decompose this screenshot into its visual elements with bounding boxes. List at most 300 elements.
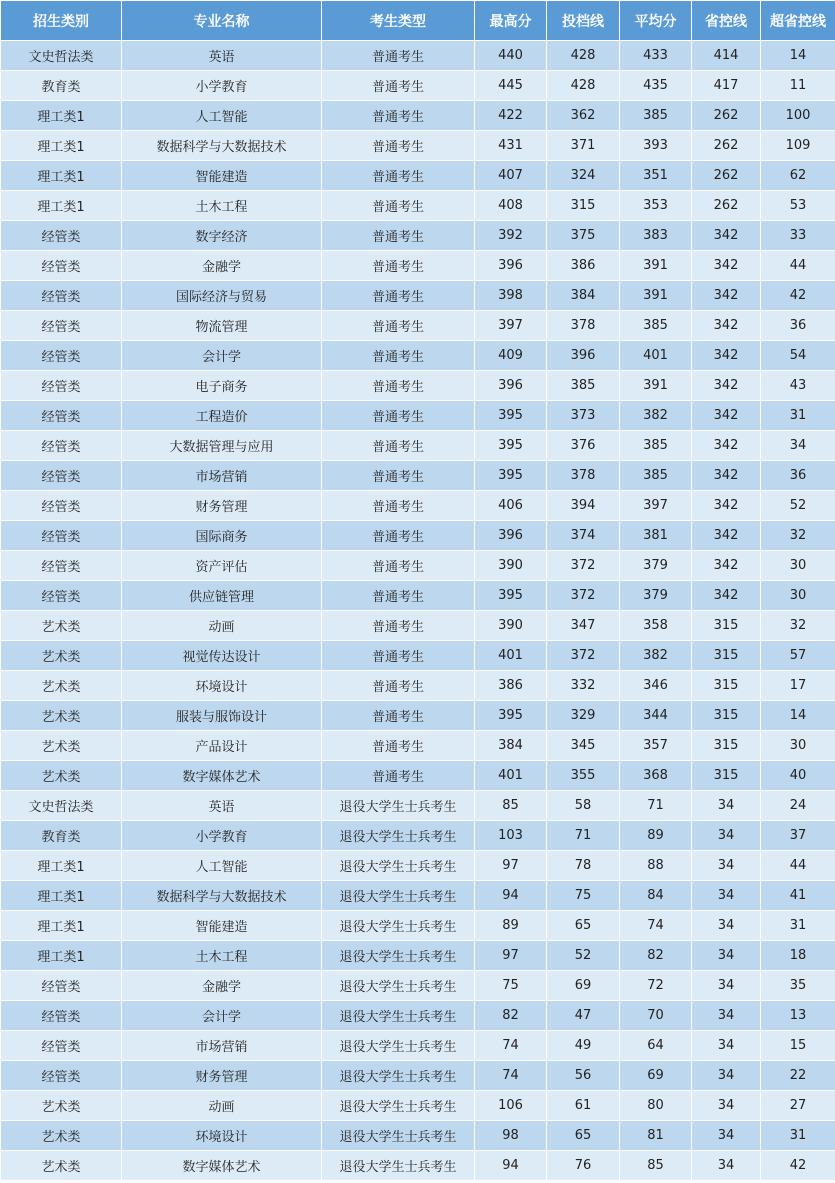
cutoff-cell: 362 [547,101,620,131]
provincial-line-cell: 262 [692,191,761,221]
major-cell: 智能建造 [122,161,322,191]
average-cell: 383 [620,221,692,251]
max-score-cell: 386 [475,671,547,701]
max-score-cell: 395 [475,401,547,431]
above-line-cell: 30 [761,551,835,581]
provincial-line-cell: 342 [692,431,761,461]
candidate-type-cell: 普通考生 [322,101,475,131]
provincial-line-cell: 34 [692,821,761,851]
major-cell: 资产评估 [122,551,322,581]
table-row [1,1001,835,1031]
provincial-line-cell: 315 [692,611,761,641]
cutoff-cell: 373 [547,401,620,431]
cutoff-cell: 374 [547,521,620,551]
cutoff-cell: 315 [547,191,620,221]
cutoff-cell: 372 [547,641,620,671]
average-cell: 391 [620,371,692,401]
above-line-cell: 14 [761,701,835,731]
major-cell: 财务管理 [122,1061,322,1091]
header-provincial-line: 省控线 [692,1,761,41]
category-cell: 艺术类 [1,1121,122,1151]
max-score-cell: 94 [475,881,547,911]
category-cell: 经管类 [1,491,122,521]
table-row [1,881,835,911]
average-cell: 358 [620,611,692,641]
category-cell: 艺术类 [1,611,122,641]
max-score-cell: 82 [475,1001,547,1031]
above-line-cell: 100 [761,101,835,131]
header-candidate-type: 考生类型 [322,1,475,41]
category-cell: 经管类 [1,971,122,1001]
candidate-type-cell: 普通考生 [322,461,475,491]
major-cell: 物流管理 [122,311,322,341]
max-score-cell: 396 [475,251,547,281]
cutoff-cell: 52 [547,941,620,971]
candidate-type-cell: 普通考生 [322,641,475,671]
table-row [1,581,835,611]
candidate-type-cell: 普通考生 [322,311,475,341]
above-line-cell: 36 [761,311,835,341]
above-line-cell: 34 [761,431,835,461]
max-score-cell: 401 [475,641,547,671]
table-row [1,131,835,161]
table-row [1,1091,835,1121]
max-score-cell: 98 [475,1121,547,1151]
above-line-cell: 54 [761,341,835,371]
cutoff-cell: 372 [547,581,620,611]
above-line-cell: 35 [761,971,835,1001]
major-cell: 动画 [122,611,322,641]
candidate-type-cell: 退役大学生士兵考生 [322,851,475,881]
candidate-type-cell: 退役大学生士兵考生 [322,791,475,821]
max-score-cell: 97 [475,941,547,971]
max-score-cell: 398 [475,281,547,311]
category-cell: 经管类 [1,431,122,461]
category-cell: 经管类 [1,341,122,371]
cutoff-cell: 372 [547,551,620,581]
max-score-cell: 396 [475,521,547,551]
cutoff-cell: 394 [547,491,620,521]
table-row [1,311,835,341]
major-cell: 英语 [122,41,322,71]
average-cell: 435 [620,71,692,101]
category-cell: 经管类 [1,401,122,431]
provincial-line-cell: 342 [692,221,761,251]
candidate-type-cell: 普通考生 [322,71,475,101]
category-cell: 艺术类 [1,701,122,731]
above-line-cell: 17 [761,671,835,701]
cutoff-cell: 371 [547,131,620,161]
max-score-cell: 395 [475,461,547,491]
table-row [1,1031,835,1061]
major-cell: 工程造价 [122,401,322,431]
max-score-cell: 407 [475,161,547,191]
average-cell: 381 [620,521,692,551]
cutoff-cell: 76 [547,1151,620,1181]
average-cell: 351 [620,161,692,191]
major-cell: 产品设计 [122,731,322,761]
candidate-type-cell: 普通考生 [322,161,475,191]
cutoff-cell: 69 [547,971,620,1001]
average-cell: 391 [620,281,692,311]
provincial-line-cell: 34 [692,1031,761,1061]
cutoff-cell: 324 [547,161,620,191]
cutoff-cell: 332 [547,671,620,701]
table-row [1,761,835,791]
provincial-line-cell: 34 [692,1061,761,1091]
candidate-type-cell: 普通考生 [322,221,475,251]
max-score-cell: 74 [475,1031,547,1061]
average-cell: 397 [620,491,692,521]
major-cell: 会计学 [122,341,322,371]
header-major: 专业名称 [122,1,322,41]
header-row [1,1,835,41]
above-line-cell: 31 [761,1121,835,1151]
table-row [1,791,835,821]
candidate-type-cell: 退役大学生士兵考生 [322,881,475,911]
above-line-cell: 36 [761,461,835,491]
above-line-cell: 22 [761,1061,835,1091]
candidate-type-cell: 普通考生 [322,401,475,431]
provincial-line-cell: 315 [692,671,761,701]
above-line-cell: 52 [761,491,835,521]
above-line-cell: 31 [761,401,835,431]
average-cell: 385 [620,311,692,341]
cutoff-cell: 428 [547,71,620,101]
cutoff-cell: 75 [547,881,620,911]
average-cell: 81 [620,1121,692,1151]
provincial-line-cell: 315 [692,641,761,671]
cutoff-cell: 375 [547,221,620,251]
max-score-cell: 395 [475,701,547,731]
table-header [1,1,835,41]
cutoff-cell: 378 [547,311,620,341]
candidate-type-cell: 退役大学生士兵考生 [322,971,475,1001]
provincial-line-cell: 34 [692,911,761,941]
average-cell: 88 [620,851,692,881]
candidate-type-cell: 退役大学生士兵考生 [322,1091,475,1121]
category-cell: 经管类 [1,1031,122,1061]
table-row [1,611,835,641]
average-cell: 368 [620,761,692,791]
category-cell: 艺术类 [1,671,122,701]
max-score-cell: 397 [475,311,547,341]
provincial-line-cell: 342 [692,521,761,551]
candidate-type-cell: 退役大学生士兵考生 [322,911,475,941]
max-score-cell: 94 [475,1151,547,1181]
table-row [1,281,835,311]
provincial-line-cell: 262 [692,101,761,131]
candidate-type-cell: 普通考生 [322,371,475,401]
cutoff-cell: 49 [547,1031,620,1061]
major-cell: 会计学 [122,1001,322,1031]
above-line-cell: 31 [761,911,835,941]
major-cell: 小学教育 [122,71,322,101]
candidate-type-cell: 普通考生 [322,671,475,701]
average-cell: 84 [620,881,692,911]
provincial-line-cell: 342 [692,281,761,311]
candidate-type-cell: 普通考生 [322,341,475,371]
table-row [1,821,835,851]
cutoff-cell: 355 [547,761,620,791]
candidate-type-cell: 退役大学生士兵考生 [322,821,475,851]
candidate-type-cell: 退役大学生士兵考生 [322,1031,475,1061]
candidate-type-cell: 退役大学生士兵考生 [322,1001,475,1031]
cutoff-cell: 47 [547,1001,620,1031]
header-max-score: 最高分 [475,1,547,41]
provincial-line-cell: 34 [692,1151,761,1181]
table-row [1,941,835,971]
candidate-type-cell: 普通考生 [322,131,475,161]
above-line-cell: 11 [761,71,835,101]
cutoff-cell: 385 [547,371,620,401]
major-cell: 数字媒体艺术 [122,1151,322,1181]
cutoff-cell: 428 [547,41,620,71]
average-cell: 344 [620,701,692,731]
provincial-line-cell: 262 [692,161,761,191]
table-row [1,221,835,251]
candidate-type-cell: 普通考生 [322,41,475,71]
above-line-cell: 30 [761,581,835,611]
category-cell: 教育类 [1,71,122,101]
candidate-type-cell: 普通考生 [322,281,475,311]
cutoff-cell: 386 [547,251,620,281]
max-score-cell: 390 [475,551,547,581]
major-cell: 小学教育 [122,821,322,851]
above-line-cell: 41 [761,881,835,911]
major-cell: 视觉传达设计 [122,641,322,671]
cutoff-cell: 65 [547,911,620,941]
average-cell: 72 [620,971,692,1001]
major-cell: 大数据管理与应用 [122,431,322,461]
average-cell: 70 [620,1001,692,1031]
table-row [1,701,835,731]
major-cell: 动画 [122,1091,322,1121]
cutoff-cell: 56 [547,1061,620,1091]
major-cell: 金融学 [122,251,322,281]
above-line-cell: 44 [761,251,835,281]
average-cell: 82 [620,941,692,971]
table-row [1,1121,835,1151]
provincial-line-cell: 315 [692,761,761,791]
provincial-line-cell: 342 [692,371,761,401]
candidate-type-cell: 退役大学生士兵考生 [322,1151,475,1181]
table-row [1,851,835,881]
table-row [1,401,835,431]
average-cell: 379 [620,581,692,611]
max-score-cell: 103 [475,821,547,851]
table-row [1,251,835,281]
average-cell: 382 [620,401,692,431]
candidate-type-cell: 普通考生 [322,431,475,461]
average-cell: 74 [620,911,692,941]
max-score-cell: 445 [475,71,547,101]
major-cell: 电子商务 [122,371,322,401]
average-cell: 89 [620,821,692,851]
category-cell: 经管类 [1,1001,122,1031]
above-line-cell: 32 [761,611,835,641]
max-score-cell: 89 [475,911,547,941]
major-cell: 数字媒体艺术 [122,761,322,791]
category-cell: 理工类1 [1,101,122,131]
max-score-cell: 440 [475,41,547,71]
cutoff-cell: 58 [547,791,620,821]
major-cell: 国际商务 [122,521,322,551]
category-cell: 理工类1 [1,911,122,941]
category-cell: 理工类1 [1,191,122,221]
average-cell: 357 [620,731,692,761]
average-cell: 391 [620,251,692,281]
provincial-line-cell: 34 [692,791,761,821]
above-line-cell: 62 [761,161,835,191]
table-row [1,971,835,1001]
max-score-cell: 409 [475,341,547,371]
max-score-cell: 74 [475,1061,547,1091]
candidate-type-cell: 普通考生 [322,701,475,731]
category-cell: 艺术类 [1,1151,122,1181]
table-row [1,341,835,371]
provincial-line-cell: 342 [692,341,761,371]
cutoff-cell: 384 [547,281,620,311]
table-row [1,191,835,221]
major-cell: 财务管理 [122,491,322,521]
major-cell: 人工智能 [122,101,322,131]
category-cell: 艺术类 [1,731,122,761]
above-line-cell: 37 [761,821,835,851]
cutoff-cell: 329 [547,701,620,731]
table-row [1,41,835,71]
category-cell: 经管类 [1,371,122,401]
major-cell: 人工智能 [122,851,322,881]
table-body [1,41,835,1181]
candidate-type-cell: 退役大学生士兵考生 [322,1121,475,1151]
category-cell: 经管类 [1,311,122,341]
category-cell: 理工类1 [1,131,122,161]
average-cell: 382 [620,641,692,671]
max-score-cell: 422 [475,101,547,131]
above-line-cell: 27 [761,1091,835,1121]
cutoff-cell: 61 [547,1091,620,1121]
max-score-cell: 395 [475,581,547,611]
max-score-cell: 431 [475,131,547,161]
provincial-line-cell: 342 [692,311,761,341]
major-cell: 供应链管理 [122,581,322,611]
provincial-line-cell: 417 [692,71,761,101]
above-line-cell: 14 [761,41,835,71]
category-cell: 艺术类 [1,1091,122,1121]
above-line-cell: 44 [761,851,835,881]
category-cell: 经管类 [1,281,122,311]
above-line-cell: 42 [761,281,835,311]
max-score-cell: 85 [475,791,547,821]
above-line-cell: 57 [761,641,835,671]
table-row [1,641,835,671]
major-cell: 服装与服饰设计 [122,701,322,731]
max-score-cell: 390 [475,611,547,641]
category-cell: 文史哲法类 [1,791,122,821]
candidate-type-cell: 退役大学生士兵考生 [322,941,475,971]
category-cell: 艺术类 [1,761,122,791]
above-line-cell: 53 [761,191,835,221]
provincial-line-cell: 262 [692,131,761,161]
table-row [1,461,835,491]
major-cell: 市场营销 [122,1031,322,1061]
category-cell: 理工类1 [1,161,122,191]
major-cell: 国际经济与贸易 [122,281,322,311]
average-cell: 385 [620,461,692,491]
major-cell: 土木工程 [122,191,322,221]
table-row [1,671,835,701]
table-row [1,911,835,941]
table-row [1,101,835,131]
cutoff-cell: 347 [547,611,620,641]
cutoff-cell: 345 [547,731,620,761]
average-cell: 69 [620,1061,692,1091]
cutoff-cell: 78 [547,851,620,881]
candidate-type-cell: 普通考生 [322,611,475,641]
category-cell: 经管类 [1,581,122,611]
table-row [1,551,835,581]
above-line-cell: 24 [761,791,835,821]
candidate-type-cell: 退役大学生士兵考生 [322,1061,475,1091]
table-row [1,731,835,761]
major-cell: 环境设计 [122,671,322,701]
max-score-cell: 401 [475,761,547,791]
table-row [1,71,835,101]
candidate-type-cell: 普通考生 [322,191,475,221]
header-above-line: 超省控线 [761,1,835,41]
provincial-line-cell: 342 [692,401,761,431]
above-line-cell: 109 [761,131,835,161]
above-line-cell: 43 [761,371,835,401]
provincial-line-cell: 34 [692,1001,761,1031]
cutoff-cell: 378 [547,461,620,491]
provincial-line-cell: 342 [692,581,761,611]
header-average: 平均分 [620,1,692,41]
provincial-line-cell: 342 [692,251,761,281]
provincial-line-cell: 315 [692,731,761,761]
provincial-line-cell: 315 [692,701,761,731]
max-score-cell: 384 [475,731,547,761]
provincial-line-cell: 342 [692,491,761,521]
candidate-type-cell: 普通考生 [322,491,475,521]
provincial-line-cell: 34 [692,851,761,881]
major-cell: 英语 [122,791,322,821]
provincial-line-cell: 34 [692,941,761,971]
max-score-cell: 75 [475,971,547,1001]
above-line-cell: 40 [761,761,835,791]
category-cell: 理工类1 [1,851,122,881]
cutoff-cell: 71 [547,821,620,851]
average-cell: 80 [620,1091,692,1121]
provincial-line-cell: 342 [692,551,761,581]
average-cell: 385 [620,101,692,131]
average-cell: 353 [620,191,692,221]
table-row [1,1061,835,1091]
max-score-cell: 396 [475,371,547,401]
major-cell: 智能建造 [122,911,322,941]
average-cell: 385 [620,431,692,461]
average-cell: 85 [620,1151,692,1181]
category-cell: 理工类1 [1,881,122,911]
max-score-cell: 395 [475,431,547,461]
above-line-cell: 15 [761,1031,835,1061]
table-row [1,431,835,461]
provincial-line-cell: 414 [692,41,761,71]
average-cell: 401 [620,341,692,371]
candidate-type-cell: 普通考生 [322,551,475,581]
table-row [1,161,835,191]
